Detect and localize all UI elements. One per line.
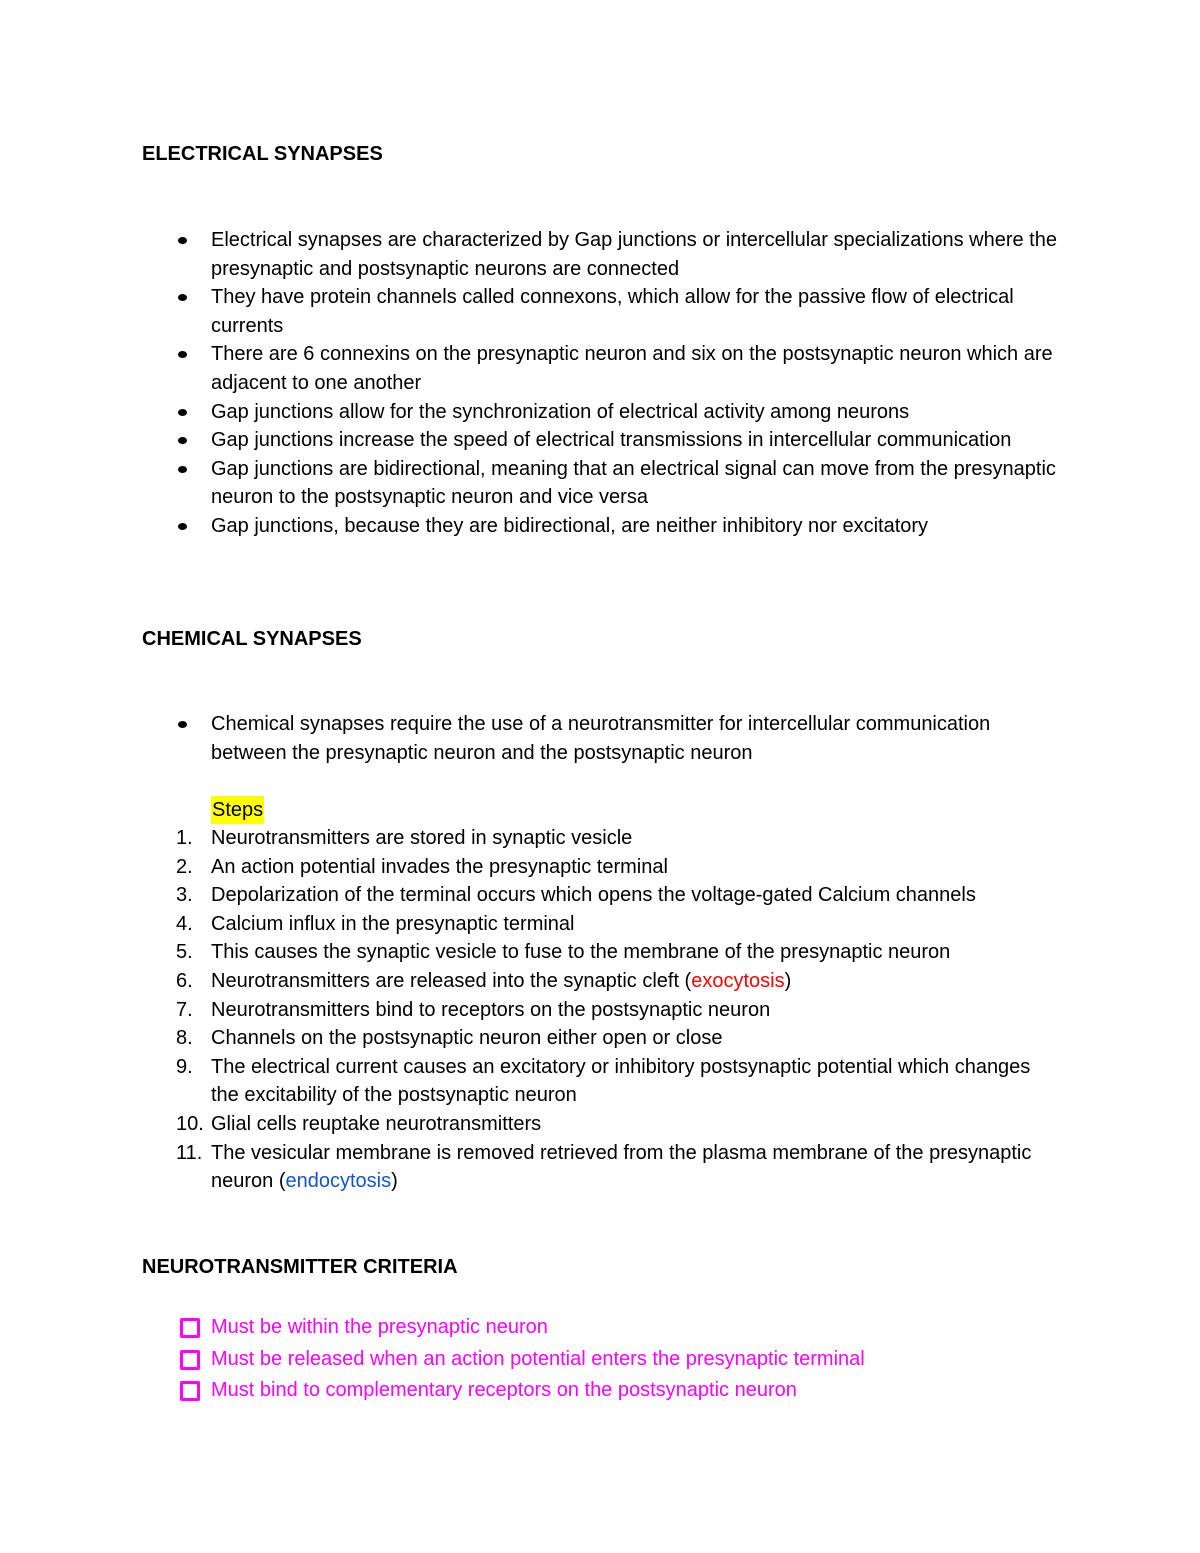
list-item: 3. Depolarization of the terminal occurs which opens the voltage-gated Calcium channels: [176, 884, 976, 907]
list-item: Gap junctions are bidirectional, meaning that an electrical signal can move from the presynaptic neuron to the postsynaptic neuron and vice versa: [0, 455, 1061, 512]
list-item: Gap junctions, because they are bidirectional, are neither inhibitory nor excitatory: [0, 512, 1061, 541]
list-item: 5. This causes the synaptic vesicle to fuse to the membrane of the presynaptic neuron: [176, 941, 951, 964]
list-item: They have protein channels called connexons, which allow for the passive flow of electrical currents: [0, 283, 1061, 340]
checkbox-icon[interactable]: [180, 1350, 200, 1370]
list-item: 11. The vesicular membrane is removed retrieved from the plasma membrane of the presynaptic neuron (endocytosis): [176, 1141, 1032, 1193]
electrical-bullet-list: [0, 226, 1200, 541]
list-item: Chemical synapses require the use of a neurotransmitter for intercellular communication between the presynaptic neuron and the postsynaptic neuron: [0, 710, 1061, 767]
list-item: There are 6 connexins on the presynaptic neuron and six on the postsynaptic neuron which are adjacent to one another: [0, 340, 1061, 397]
steps-list: [0, 824, 1200, 1196]
exocytosis-term: exocytosis: [691, 969, 785, 992]
electrical-synapses-heading: ELECTRICAL SYNAPSES: [142, 143, 383, 165]
checklist-item: Must be released when an action potential enters the presynaptic terminal: [0, 1344, 1111, 1376]
list-item: 7. Neurotransmitters bind to receptors on the postsynaptic neuron: [176, 998, 771, 1021]
bullet-icon: [178, 721, 187, 728]
bullet-icon: [178, 466, 187, 473]
list-item: 2. An action potential invades the presynaptic terminal: [176, 855, 668, 878]
checklist-item: Must bind to complementary receptors on the postsynaptic neuron: [0, 1375, 1111, 1407]
steps-label: Steps: [211, 796, 264, 824]
list-item: 10. Glial cells reuptake neurotransmitters: [176, 1112, 542, 1135]
list-item: Gap junctions allow for the synchronization of electrical activity among neurons: [0, 398, 1061, 427]
list-item: Gap junctions increase the speed of electrical transmissions in intercellular communication: [0, 426, 1061, 455]
checklist-item: Must be within the presynaptic neuron: [0, 1312, 1111, 1344]
checkbox-icon[interactable]: [180, 1381, 200, 1401]
list-item: 4. Calcium influx in the presynaptic terminal: [176, 912, 575, 935]
bullet-icon: [178, 351, 187, 358]
criteria-checklist: [0, 1312, 1200, 1407]
neurotransmitter-criteria-heading: NEUROTRANSMITTER CRITERIA: [142, 1256, 458, 1278]
checkbox-icon[interactable]: [180, 1318, 200, 1338]
bullet-icon: [178, 237, 187, 244]
bullet-icon: [178, 437, 187, 444]
list-item: 9. The electrical current causes an excitatory or inhibitory postsynaptic potential which changes the excitability of the postsynaptic neuron: [176, 1055, 1031, 1107]
bullet-icon: [178, 523, 187, 530]
list-item: 6. Neurotransmitters are released into the synaptic cleft (exocytosis): [176, 969, 792, 992]
bullet-icon: [178, 294, 187, 301]
endocytosis-term: endocytosis: [285, 1170, 392, 1193]
bullet-icon: [178, 409, 187, 416]
chemical-synapses-heading: CHEMICAL SYNAPSES: [142, 628, 362, 650]
list-item: Electrical synapses are characterized by Gap junctions or intercellular specializations where the presynaptic and postsynaptic neurons are connected: [0, 226, 1061, 283]
list-item: 1. Neurotransmitters are stored in synaptic vesicle: [176, 827, 633, 849]
list-item: 8. Channels on the postsynaptic neuron either open or close: [176, 1027, 723, 1050]
chemical-bullet-list: [0, 710, 1200, 767]
